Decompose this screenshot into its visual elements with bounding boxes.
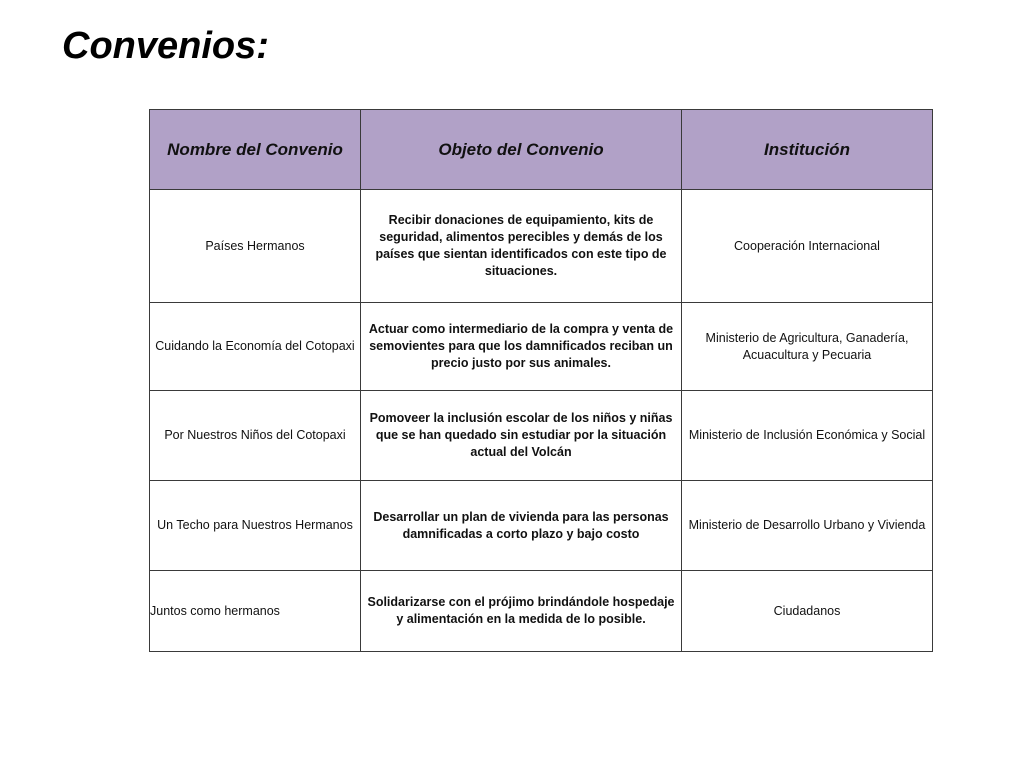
column-header-objective: Objeto del Convenio xyxy=(361,110,682,190)
table-row xyxy=(150,190,933,303)
column-header-institution: Institución xyxy=(682,110,933,190)
agreement-name-cell: Por Nuestros Niños del Cotopaxi xyxy=(150,391,361,481)
agreement-objective-cell: Desarrollar un plan de vivienda para las personas damnificadas a corto plazo y bajo costo xyxy=(361,481,682,571)
agreement-institution-cell: Ministerio de Desarrollo Urbano y Vivienda xyxy=(682,481,933,571)
agreement-institution-cell: Ciudadanos xyxy=(682,571,933,652)
column-header-name: Nombre del Convenio xyxy=(150,110,361,190)
agreement-name-cell: Países Hermanos xyxy=(150,190,361,303)
table-row xyxy=(150,391,933,481)
table-row xyxy=(150,303,933,391)
table-row xyxy=(150,481,933,571)
agreement-institution-cell: Ministerio de Inclusión Económica y Social xyxy=(682,391,933,481)
table-row xyxy=(150,571,933,652)
table-header-row xyxy=(150,110,933,190)
agreement-name-cell: Juntos como hermanos xyxy=(150,571,361,652)
agreement-objective-cell: Actuar como intermediario de la compra y venta de semovientes para que los damnificados reciban un precio justo por sus animales. xyxy=(361,303,682,391)
slide-title: Convenios: xyxy=(62,25,269,67)
agreement-institution-cell: Cooperación Internacional xyxy=(682,190,933,303)
agreement-name-cell: Cuidando la Economía del Cotopaxi xyxy=(150,303,361,391)
agreement-objective-cell: Solidarizarse con el prójimo brindándole hospedaje y alimentación en la medida de lo posible. xyxy=(361,571,682,652)
agreement-objective-cell: Pomoveer la inclusión escolar de los niños y niñas que se han quedado sin estudiar por la situación actual del Volcán xyxy=(361,391,682,481)
agreements-table xyxy=(149,109,933,652)
agreement-institution-cell: Ministerio de Agricultura, Ganadería, Acuacultura y Pecuaria xyxy=(682,303,933,391)
agreement-name-cell: Un Techo para Nuestros Hermanos xyxy=(150,481,361,571)
agreement-objective-cell: Recibir donaciones de equipamiento, kits de seguridad, alimentos perecibles y demás de los países que sientan identificados con este tipo de situaciones. xyxy=(361,190,682,303)
